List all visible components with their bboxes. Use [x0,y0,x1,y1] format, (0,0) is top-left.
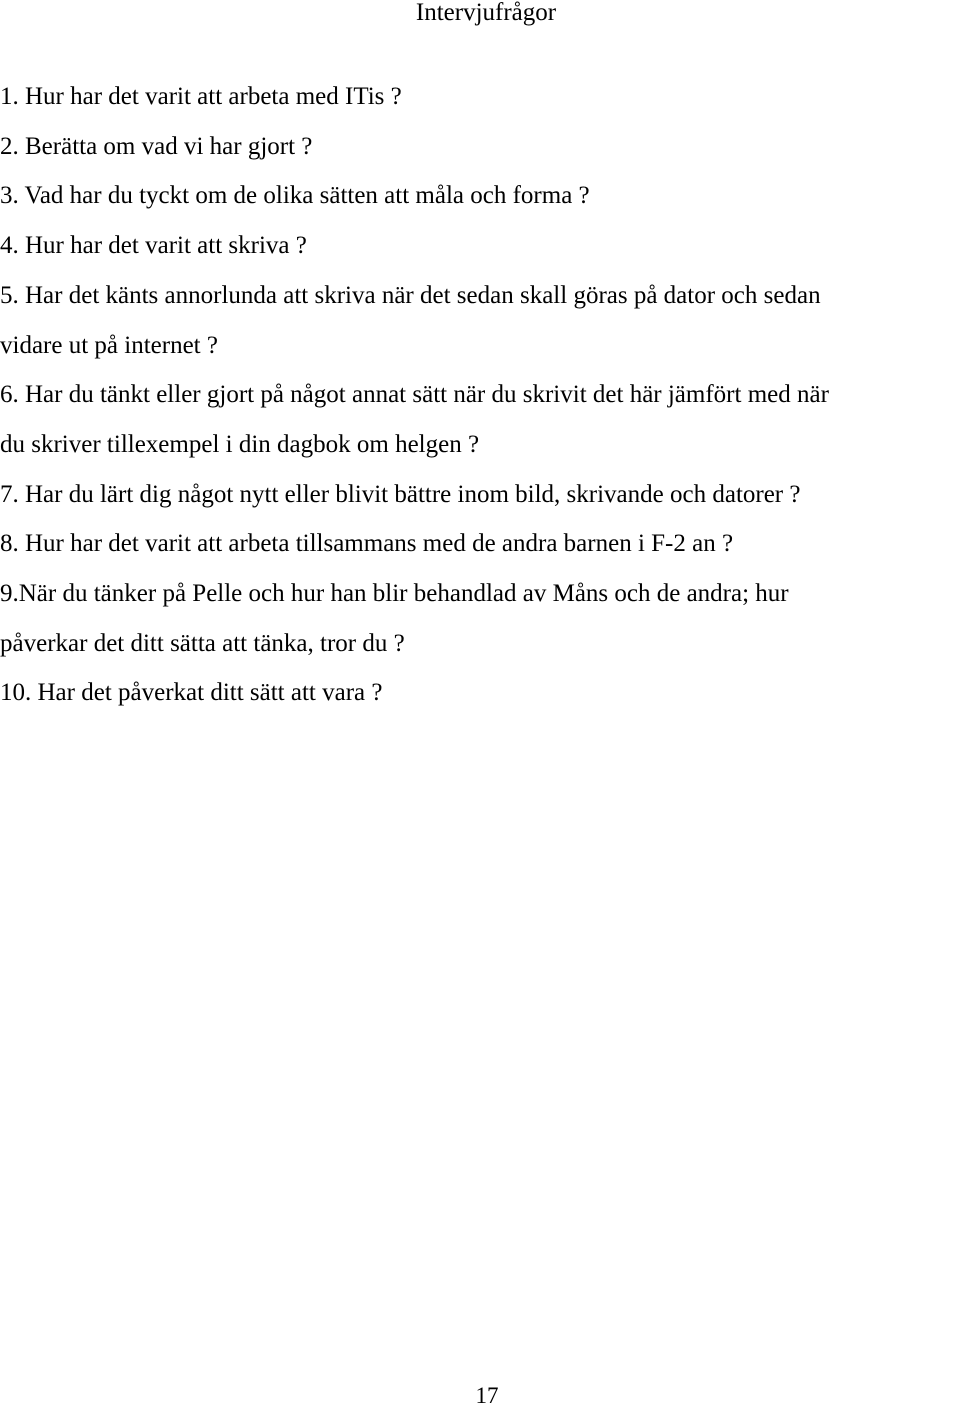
question-list [0,72,960,718]
question-line: 7. Har du lärt dig något nytt eller blivit bättre inom bild, skrivande och datorer ? [0,480,801,508]
question-line: 1. Hur har det varit att arbeta med ITis ? [0,83,402,110]
page-number: 17 [475,1383,499,1408]
question-line: 5. Har det känts annorlunda att skriva när det sedan skall göras på dator och sedan [0,281,821,309]
question-line: 9.När du tänker på Pelle och hur han blir behandlad av Måns och de andra; hur [0,580,789,608]
question-line: 10. Har det påverkat ditt sätt att vara ? [0,679,383,707]
question-line: vidare ut på internet ? [0,331,218,359]
question-line: 4. Hur har det varit att skriva ? [0,232,307,260]
question-line: 8. Hur har det varit att arbeta tillsammans med de andra barnen i F-2 an ? [0,530,734,558]
question-line: 6. Har du tänkt eller gjort på något annat sätt när du skrivit det här jämfört med när [0,381,829,409]
question-line: du skriver tillexempel i din dagbok om helgen ? [0,430,480,458]
question-line: 2. Berätta om vad vi har gjort ? [0,132,313,160]
page-title: Intervjufrågor [415,0,557,26]
question-line: 3. Vad har du tyckt om de olika sätten att måla och forma ? [0,182,590,210]
question-line: påverkar det ditt sätta att tänka, tror du ? [0,629,405,657]
